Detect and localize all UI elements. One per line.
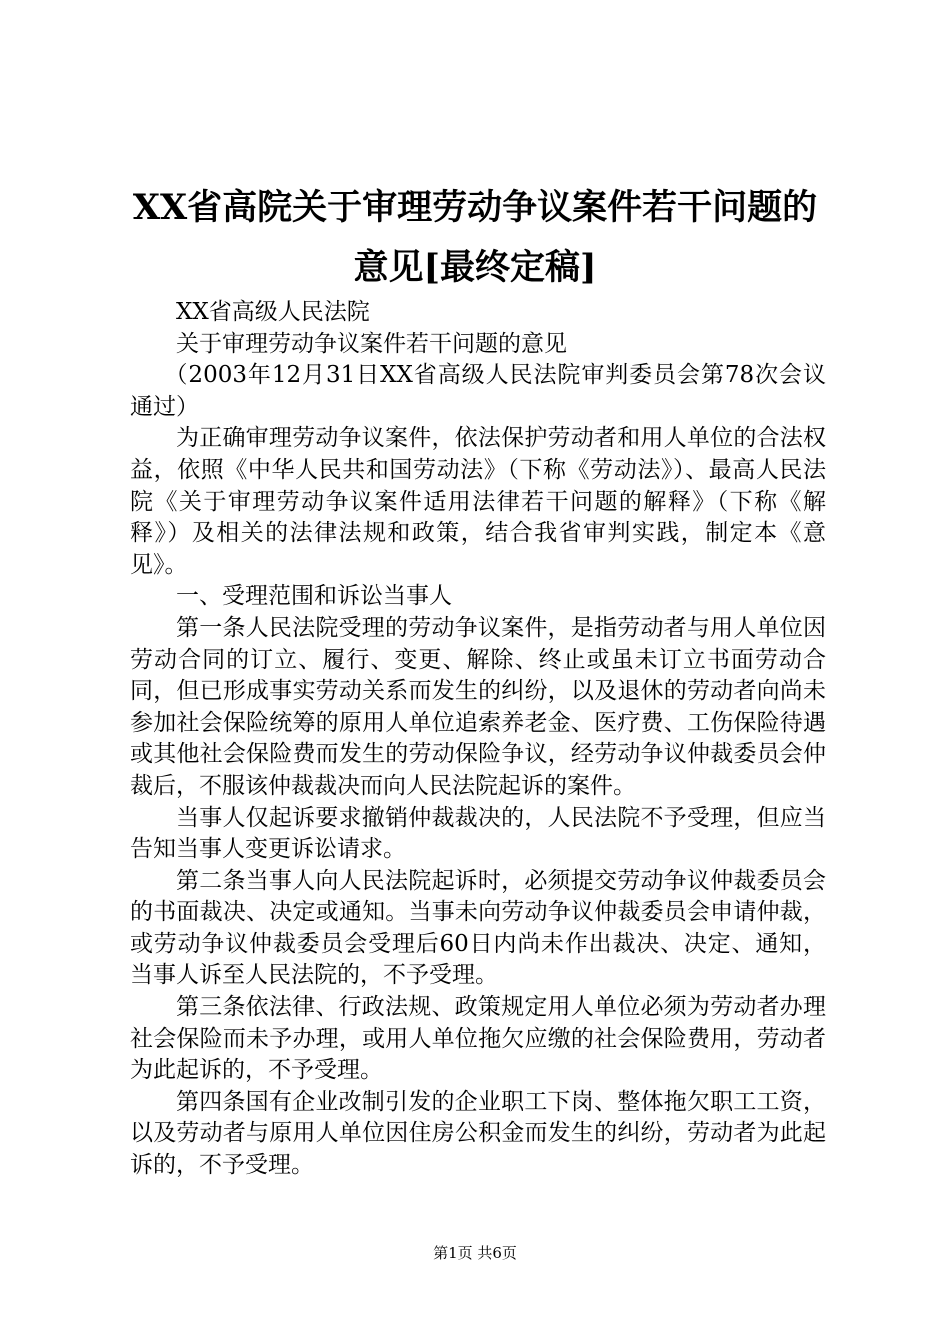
article-paragraph: 第三条依法律、行政法规、政策规定用人单位必须为劳动者办理社会保险而未予办理，或用人单位拖欠应缴的社会保险费用，劳动者为此起诉的，不予受理。 <box>130 994 826 1084</box>
article-paragraph: 第四条国有企业改制引发的企业职工下岗、整体拖欠职工工资，以及劳动者与原用人单位因住房公积金而发生的纠纷，劳动者为此起诉的，不予受理。 <box>130 1088 826 1179</box>
document-title-line-1: XX省高院关于审理劳动争议案件若干问题的 <box>132 187 818 228</box>
article-paragraph: 当事人仅起诉要求撤销仲裁裁决的，人民法院不予受理，但应当告知当事人变更诉讼请求。 <box>130 804 826 863</box>
article-paragraph: 第二条当事人向人民法院起诉时，必须提交劳动争议仲裁委员会的书面裁决、决定或通知。当事未向劳动争议仲裁委员会申请仲裁，或劳动争议仲裁委员会受理后60日内尚未作出裁决、决定、通知，当事人诉至人民法院的，不予受理。 <box>130 867 826 989</box>
document-subtitle: 关于审理劳动争议案件若干问题的意见 <box>176 330 567 357</box>
preamble-paragraph: 为正确审理劳动争议案件，依法保护劳动者和用人单位的合法权益，依照《中华人民共和国劳动法》（下称《劳动法》）、最高人民法院《关于审理劳动争议案件适用法律若干问题的解释》（下称《解释》）及相关的法律法规和政策，结合我省审判实践，制定本《意见》。 <box>130 425 826 578</box>
document-title-line-2: 意见[最终定稿] <box>353 247 597 288</box>
adoption-note: （2003年12月31日XX省高级人民法院审判委员会第78次会议通过） <box>130 362 826 420</box>
section-heading: 一、受理范围和诉讼当事人 <box>176 583 452 610</box>
document-body <box>130 297 826 1182</box>
page-footer: 第1页 共6页 <box>433 1244 517 1262</box>
issuing-court: XX省高级人民法院 <box>176 299 370 325</box>
article-paragraph: 第一条人民法院受理的劳动争议案件，是指劳动者与用人单位因劳动合同的订立、履行、变更、解除、终止或虽未订立书面劳动合同，但已形成事实劳动关系而发生的纠纷，以及退休的劳动者向尚未参加社会保险统筹的原用人单位追索养老金、医疗费、工伤保险待遇或其他社会保险费而发生的劳动保险争议，经劳动争议仲裁委员会仲裁后，不服该仲裁裁决而向人民法院起诉的案件。 <box>130 614 826 799</box>
